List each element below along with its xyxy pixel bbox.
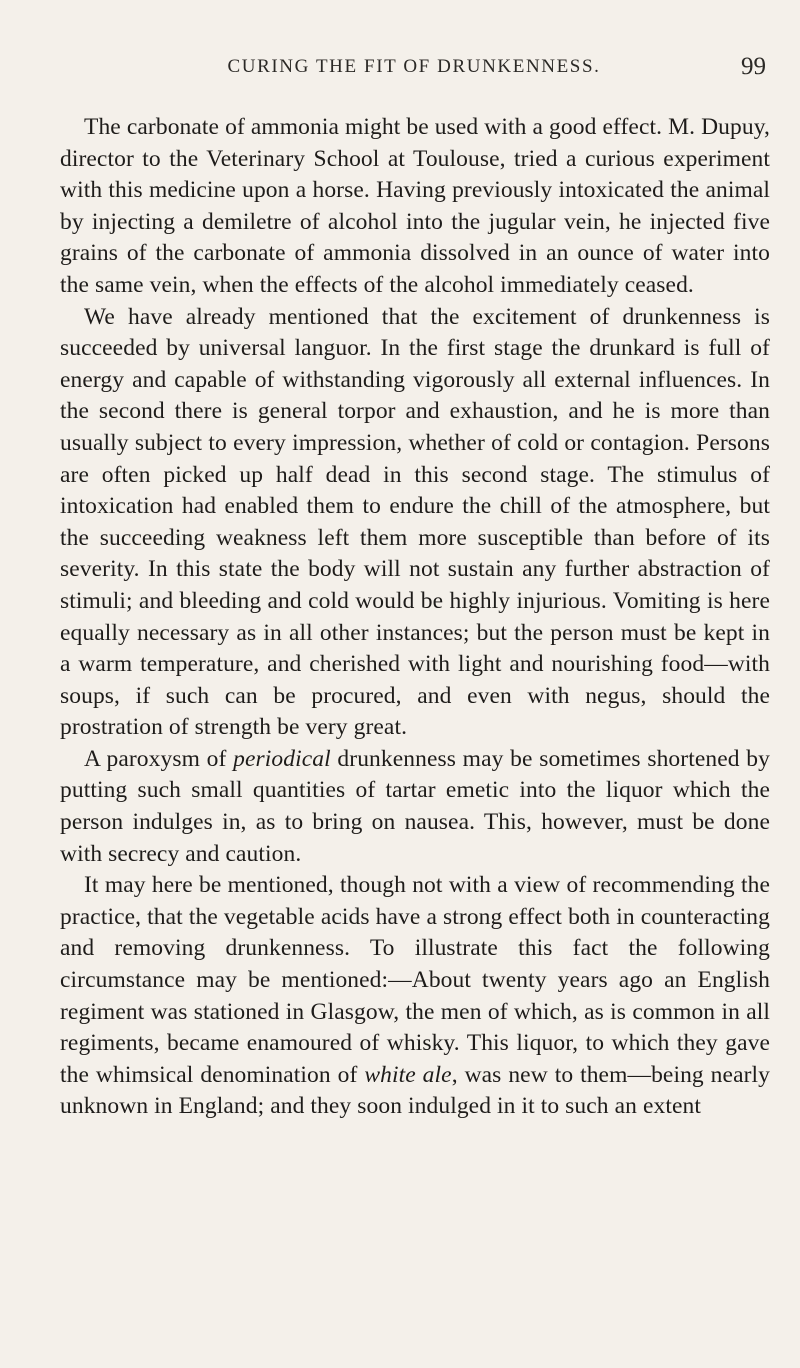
- emphasis-white-ale: white ale: [364, 1061, 452, 1088]
- paragraph-vegetable-acids: [60, 870, 770, 1123]
- paragraph-text: A paroxysm of: [84, 745, 234, 772]
- running-title: CURING THE FIT OF DRUNKENNESS.: [227, 56, 601, 77]
- body-text: [60, 112, 770, 1123]
- paragraph-text: It may here be mentioned, though not with a view of recommending the practice, that the vegetable acids have a strong effect both in counteracting and removing drunkenness. To illustrate this fact the following circumstance may be mentioned:—About twenty years ago an English regiment was stationed in Glasgow, the men of which, as is common in all regiments, became enamoured of whisky. This liquor, to which they gave the whimsical denomination of: [60, 872, 770, 1088]
- paragraph-text: , was new to them—being nearly unknown in England; and they soon indulged in it to such an extent: [60, 1061, 770, 1120]
- paragraph-text: drunkenness may be sometimes shortened by putting such small quantities of tartar emetic into the liquor which the person indulges in, as to bring on nausea. This, however, must be done with secrecy and caution.: [60, 745, 770, 867]
- paragraph-languor: We have already mentioned that the excitement of drunkenness is succeeded by universal languor. In the first stage the drunkard is full of energy and capable of withstanding vigorously all external influences. In the second there is general torpor and exhaustion, and he is more than usually subject to every impression, whether of cold or contagion. Persons are often picked up half dead in this second stage. The stimulus of intoxication had enabled them to endure the chill of the atmosphere, but the succeeding weakness left them more susceptible than before of its severity. In this state the body will not sustain any further abstraction of stimuli; and bleeding and cold would be highly injurious. Vomiting is here equally necessary as in all other instances; but the person must be kept in a warm temperature, and cherished with light and nourishing food—with soups, if such can be procured, and even with negus, should the prostration of strength be very great.: [60, 303, 770, 741]
- paragraph-ammonia-experiment: The carbonate of ammonia might be used with a good effect. M. Dupuy, director to the Veterinary School at Toulouse, tried a curious experiment with this medicine upon a horse. Having previously intoxicated the animal by injecting a demiletre of alcohol into the jugular vein, he injected five grains of the carbonate of ammonia dissolved in an ounce of water into the same vein, when the effects of the alcohol immediately ceased.: [60, 114, 770, 298]
- paragraph-periodical-drunkenness: [60, 744, 770, 870]
- running-head: [62, 53, 766, 86]
- emphasis-periodical: periodical: [233, 745, 331, 772]
- page-number: 99: [741, 53, 766, 80]
